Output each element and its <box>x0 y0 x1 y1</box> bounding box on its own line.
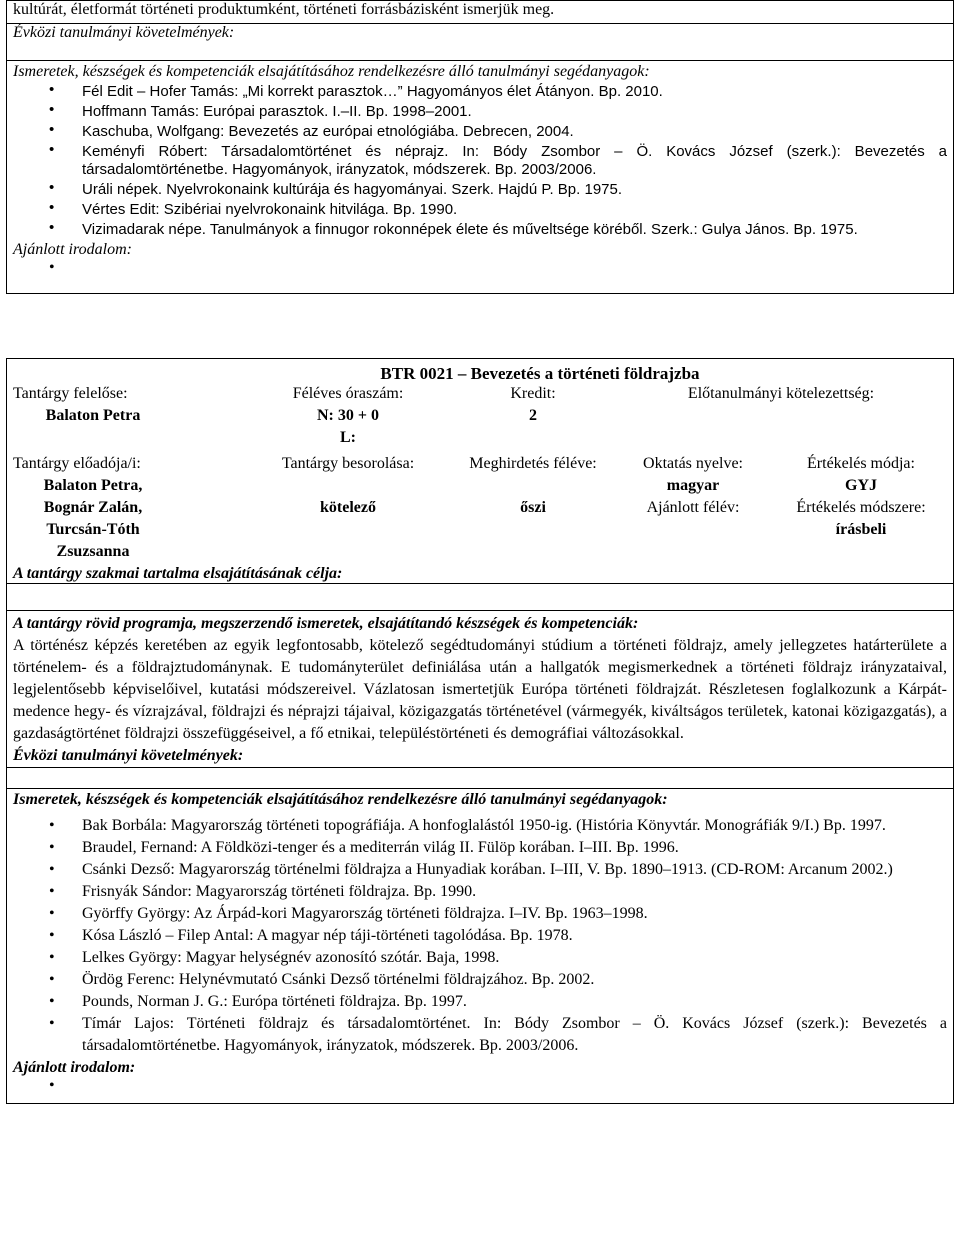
list-item: • Csánki Dezső: Magyarország történelmi földrajza a Hunyadiak korában. I–III, V. Bp. 1890–1913. (CD-ROM: Arcanum 2002.) <box>13 859 947 881</box>
list-item: • Hoffmann Tamás: Európai parasztok. I.–II. Bp. 1998–2001. <box>13 101 947 121</box>
cel-label: A tantárgy szakmai tartalma elsajátításának célja: <box>13 565 343 582</box>
besorolas-label: Tantárgy besorolása: <box>281 455 415 472</box>
ajanlott-felev-label: Ajánlott félév: <box>646 499 740 516</box>
list-item: • Braudel, Fernand: A Földközi-tenger és a mediterrán világ II. Fülöp korában. I–III. Bp. 1996. <box>13 837 947 859</box>
list-item: • Bak Borbála: Magyarország történeti topográfiája. A honfoglalástól 1950-ig. (História Könyvtár. Monográfiák 9/I.) Bp. 1997. <box>13 815 947 837</box>
list-item: • Frisnyák Sándor: Magyarország történeti földrajza. Bp. 1990. <box>13 881 947 903</box>
ajanlott-list <box>13 259 947 293</box>
list-item: • Kaschuba, Wolfgang: Bevezetés az európai etnológiába. Debrecen, 2004. <box>13 121 947 141</box>
course-segedanyag-cell <box>7 789 954 1104</box>
oraszam-l: L: <box>340 429 356 446</box>
nyelv-label: Oktatás nyelve: <box>643 455 743 472</box>
oraszam-n: N: 30 + 0 <box>317 407 379 424</box>
kredit-label: Kredit: <box>510 385 556 402</box>
course-evkozi-label: Évközi tanulmányi követelmények: <box>13 747 244 764</box>
elotanulmanyi-label: Előtanulmányi kötelezettség: <box>687 385 875 402</box>
program-label: A tantárgy rövid programja, megszerzendő ismeretek, elsajátítandó készségek és kompetenciák: <box>13 615 639 632</box>
program-cell <box>7 611 954 768</box>
list-item: • Lelkes György: Magyar helységnév azonosító szótár. Baja, 1998. <box>13 947 947 969</box>
course-title: BTR 0021 – Bevezetés a történeti földrajzba <box>380 364 700 383</box>
meghirdetes-value: őszi <box>520 499 546 516</box>
course-ajanlott-list <box>13 1077 947 1103</box>
top-literature-list <box>13 81 947 239</box>
list-item: • Kósa László – Filep Antal: A magyar nép táji-történeti tagolódása. Bp. 1978. <box>13 925 947 947</box>
list-item <box>13 1077 947 1103</box>
eloado-label: Tantárgy előadója/i: <box>13 455 141 472</box>
eloado-value-2: Bognár Zalán, <box>43 499 143 516</box>
segedanyag-label: Ismeretek, készségek és kompetenciák elsajátításához rendelkezésre álló tanulmányi segédanyagok: <box>13 63 650 80</box>
course-segedanyag-label: Ismeretek, készségek és kompetenciák elsajátításához rendelkezésre álló tanulmányi segédanyagok: <box>13 791 668 808</box>
list-item: • Pounds, Norman J. G.: Európa történeti földrajza. Bp. 1997. <box>13 991 947 1013</box>
intro-line: kultúrát, életformát történeti produktumként, történeti forrásbázisként ismerjük meg. <box>7 1 954 24</box>
ertekeles-mod-value: GYJ <box>845 477 877 494</box>
evkozi-empty <box>7 42 954 61</box>
course-header-cell <box>7 359 954 584</box>
list-item: • Fél Edit – Hofer Tamás: „Mi korrekt parasztok…” Hagyományos élet Átányon. Bp. 2010. <box>13 81 947 101</box>
ertekeles-modszer-label: Értékelés módszere: <box>796 499 926 516</box>
ajanlott-label: Ajánlott irodalom: <box>13 241 132 258</box>
felelos-value: Balaton Petra <box>45 407 141 424</box>
document-page <box>6 0 954 1104</box>
kredit-value: 2 <box>529 407 537 424</box>
cel-empty <box>7 584 954 611</box>
course-evkozi-empty <box>7 768 954 789</box>
previous-course-table <box>6 0 954 294</box>
nyelv-value: magyar <box>666 477 720 494</box>
ertekeles-modszer-value: írásbeli <box>835 521 887 538</box>
eloado-value-1: Balaton Petra, <box>43 477 143 494</box>
list-item: • Tímár Lajos: Történeti földrajz és társadalomtörténet. In: Bódy Zsombor – Ö. Kovács József (szerk.): Bevezetés a társadalomtörténetbe. Hagyományok, irányzatok, módszerek. Bp. 2003/2006. <box>13 1013 947 1057</box>
ertekeles-mod-label: Értékelés módja: <box>807 455 915 472</box>
list-item <box>13 259 947 293</box>
segedanyag-cell <box>7 61 954 294</box>
list-item: • Györffy György: Az Árpád-kori Magyarország történeti földrajza. I–IV. Bp. 1963–1998. <box>13 903 947 925</box>
besorolas-value: kötelező <box>320 499 376 516</box>
list-item: • Vértes Edit: Szibériai nyelvrokonaink hitvilága. Bp. 1990. <box>13 199 947 219</box>
evkozi-label: Évközi tanulmányi követelmények: <box>7 24 954 43</box>
meghirdetes-label: Meghirdetés féléve: <box>469 455 597 472</box>
list-item: • Ördög Ferenc: Helynévmutató Csánki Dezső történelmi földrajzához. Bp. 2002. <box>13 969 947 991</box>
felelos-label: Tantárgy felelőse: <box>13 385 128 402</box>
course-literature-list <box>13 809 947 1057</box>
eloado-value-4: Zsuzsanna <box>56 543 130 560</box>
eloado-value-3: Turcsán-Tóth <box>46 521 140 538</box>
list-item: • Uráli népek. Nyelvrokonaink kultúrája és hagyományai. Szerk. Hajdú P. Bp. 1975. <box>13 179 947 199</box>
oraszam-label: Féléves óraszám: <box>292 385 404 402</box>
list-item: • Vizimadarak népe. Tanulmányok a finnugor rokonnépek élete és műveltsége köréből. Szerk.: Gulya János. Bp. 1975. <box>13 219 947 239</box>
list-item: • Keményfi Róbert: Társadalomtörténet és néprajz. In: Bódy Zsombor – Ö. Kovács József (szerk.): Bevezetés a társadalomtörténetbe. Hagyományok, irányzatok, módszerek. Bp. 2003/2006. <box>13 141 947 179</box>
course-ajanlott-label: Ajánlott irodalom: <box>13 1059 136 1076</box>
course-table <box>6 358 954 1104</box>
page-gap <box>6 294 954 358</box>
course-header-grid <box>13 383 949 561</box>
program-text: A történész képzés keretében az egyik legfontosabb, kötelező segédtudományi stúdium a történeti földrajz, amely jellegzetes határterülete a történelem- és a földrajztudománynak. E tudományterület definiálása után a hallgatók megismerkednek a történeti földrajz irányzataival, legjelentősebb képviselőivel, kutatási módszereivel. Vázlatosan ismertetjük Európa történeti földrajzát. Részletesen foglalkozunk a Kárpát-medence hegy- és vízrajzával, földrajzi és néprajzi tájaival, közigazgatás történetével (vármegyék, kiváltságos területek, katonai közigazgatás), a gazdaságtörténet földrajzi összefüggéseivel, a fő etnikai, településtörténeti és demográfiai változásokkal. <box>13 637 947 742</box>
